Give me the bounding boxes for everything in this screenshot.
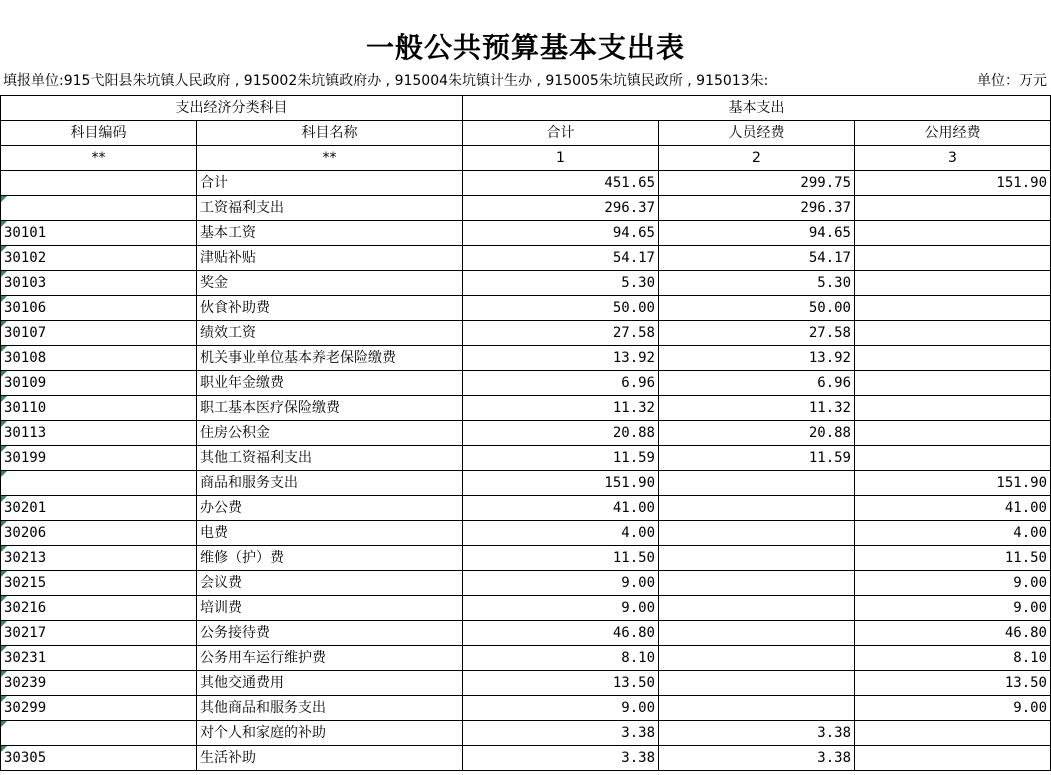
cell-subject-name[interactable]: 其他商品和服务支出 [197,696,463,721]
table-row [1,371,1051,396]
cell-subject-name[interactable]: 职业年金缴费 [197,371,463,396]
cell-total[interactable]: 11.50 [463,546,659,571]
cell-public-expense[interactable]: 151.90 [855,171,1051,196]
cell-public-expense[interactable] [855,246,1051,271]
cell-subject-code[interactable]: 30231 [1,646,197,671]
page-title: 一般公共预算基本支出表 [365,31,685,64]
cell-subject-code[interactable]: 30215 [1,571,197,596]
cell-subject-code[interactable]: 30102 [1,246,197,271]
cell-public-expense[interactable] [855,296,1051,321]
header-code-index[interactable]: ** [1,146,197,171]
cell-subject-name[interactable]: 机关事业单位基本养老保险缴费 [197,346,463,371]
cell-personnel-expense[interactable]: 5.30 [659,271,855,296]
cell-personnel-expense[interactable]: 3.38 [659,721,855,746]
cell-subject-name[interactable]: 公务接待费 [197,621,463,646]
cell-subject-code[interactable]: 30103 [1,271,197,296]
cell-subject-code[interactable]: 30113 [1,421,197,446]
cell-personnel-expense[interactable] [659,496,855,521]
cell-personnel-expense[interactable]: 11.32 [659,396,855,421]
cell-subject-name[interactable]: 其他工资福利支出 [197,446,463,471]
header-subject-name[interactable]: 科目名称 [197,121,463,146]
header-personnel-index[interactable]: 2 [659,146,855,171]
cell-total[interactable]: 13.50 [463,671,659,696]
reporting-unit-label: 填报单位:915弋阳县朱坑镇人民政府 , 915002朱坑镇政府办 , 915004朱坑镇计生办 , 915005朱坑镇民政所 , 915013朱: [3,73,769,89]
table-row [1,546,1051,571]
cell-total[interactable]: 20.88 [463,421,659,446]
cell-personnel-expense[interactable] [659,571,855,596]
cell-subject-code[interactable] [1,196,197,221]
header-total-index[interactable]: 1 [463,146,659,171]
cell-total[interactable]: 3.38 [463,746,659,771]
cell-personnel-expense[interactable] [659,646,855,671]
header-subject-code[interactable]: 科目编码 [1,121,197,146]
cell-public-expense[interactable] [855,271,1051,296]
cell-personnel-expense[interactable]: 296.37 [659,196,855,221]
cell-public-expense[interactable]: 13.50 [855,671,1051,696]
cell-subject-code[interactable]: 30108 [1,346,197,371]
cell-public-expense[interactable] [855,371,1051,396]
table-row [1,496,1051,521]
cell-total[interactable]: 8.10 [463,646,659,671]
cell-public-expense[interactable]: 9.00 [855,596,1051,621]
cell-total[interactable]: 9.00 [463,596,659,621]
cell-personnel-expense[interactable] [659,596,855,621]
cell-total[interactable]: 54.17 [463,246,659,271]
table-row [1,246,1051,271]
cell-subject-name[interactable]: 工资福利支出 [197,196,463,221]
cell-public-expense[interactable] [855,746,1051,771]
cell-subject-name[interactable]: 基本工资 [197,221,463,246]
table-row [1,746,1051,771]
cell-subject-code[interactable]: 30217 [1,621,197,646]
table-row [1,471,1051,496]
cell-personnel-expense[interactable]: 50.00 [659,296,855,321]
cell-subject-name[interactable]: 电费 [197,521,463,546]
cell-public-expense[interactable]: 9.00 [855,571,1051,596]
header-public-expense[interactable]: 公用经费 [855,121,1051,146]
cell-public-expense[interactable] [855,721,1051,746]
cell-subject-code[interactable]: 30110 [1,396,197,421]
cell-subject-name[interactable]: 其他交通费用 [197,671,463,696]
cell-public-expense[interactable] [855,396,1051,421]
header-basic-expenditure[interactable]: 基本支出 [463,96,1051,121]
cell-subject-name[interactable]: 绩效工资 [197,321,463,346]
table-row [1,321,1051,346]
cell-subject-code[interactable] [1,171,197,196]
header-personnel-expense[interactable]: 人员经费 [659,121,855,146]
cell-total[interactable]: 13.92 [463,346,659,371]
cell-total[interactable]: 41.00 [463,496,659,521]
cell-total[interactable]: 151.90 [463,471,659,496]
table-row [1,621,1051,646]
currency-unit-label: 单位：万元 [977,73,1047,89]
cell-subject-name[interactable]: 商品和服务支出 [197,471,463,496]
cell-subject-name[interactable]: 生活补助 [197,746,463,771]
cell-subject-code[interactable]: 30201 [1,496,197,521]
cell-subject-name[interactable]: 对个人和家庭的补助 [197,721,463,746]
cell-public-expense[interactable] [855,446,1051,471]
cell-total[interactable]: 46.80 [463,621,659,646]
cell-public-expense[interactable]: 41.00 [855,496,1051,521]
cell-subject-code[interactable]: 30106 [1,296,197,321]
cell-subject-code[interactable]: 30199 [1,446,197,471]
header-total[interactable]: 合计 [463,121,659,146]
table-row [1,521,1051,546]
cell-subject-code[interactable]: 30109 [1,371,197,396]
table-row [1,421,1051,446]
cell-public-expense[interactable]: 4.00 [855,521,1051,546]
cell-subject-name[interactable]: 会议费 [197,571,463,596]
cell-subject-name[interactable]: 职工基本医疗保险缴费 [197,396,463,421]
table-row [1,696,1051,721]
cell-public-expense[interactable]: 9.00 [855,696,1051,721]
cell-public-expense[interactable] [855,346,1051,371]
cell-personnel-expense[interactable]: 6.96 [659,371,855,396]
cell-public-expense[interactable] [855,321,1051,346]
table-row [1,196,1051,221]
cell-public-expense[interactable]: 151.90 [855,471,1051,496]
cell-personnel-expense[interactable] [659,546,855,571]
cell-personnel-expense[interactable] [659,696,855,721]
cell-personnel-expense[interactable]: 54.17 [659,246,855,271]
cell-subject-name[interactable]: 公务用车运行维护费 [197,646,463,671]
cell-subject-code[interactable]: 30305 [1,746,197,771]
cell-personnel-expense[interactable]: 27.58 [659,321,855,346]
cell-subject-code[interactable]: 30107 [1,321,197,346]
cell-total[interactable]: 11.32 [463,396,659,421]
header-row-groups [1,96,1051,121]
cell-subject-code[interactable]: 30206 [1,521,197,546]
report-info-row [0,70,1051,92]
cell-total[interactable]: 296.37 [463,196,659,221]
cell-personnel-expense[interactable]: 13.92 [659,346,855,371]
header-public-index[interactable]: 3 [855,146,1051,171]
cell-subject-code[interactable]: 30239 [1,671,197,696]
table-row [1,571,1051,596]
cell-total[interactable]: 451.65 [463,171,659,196]
cell-subject-code[interactable]: 30101 [1,221,197,246]
cell-subject-name[interactable]: 住房公积金 [197,421,463,446]
cell-total[interactable]: 5.30 [463,271,659,296]
cell-total[interactable]: 11.59 [463,446,659,471]
cell-subject-name[interactable]: 津贴补贴 [197,246,463,271]
cell-total[interactable]: 9.00 [463,696,659,721]
cell-personnel-expense[interactable]: 3.38 [659,746,855,771]
table-row [1,296,1051,321]
cell-subject-code[interactable]: 30213 [1,546,197,571]
cell-subject-name[interactable]: 办公费 [197,496,463,521]
table-row [1,396,1051,421]
budget-expenditure-table [0,95,1051,771]
table-row [1,346,1051,371]
header-economic-category[interactable]: 支出经济分类科目 [1,96,463,121]
cell-personnel-expense[interactable]: 299.75 [659,171,855,196]
cell-subject-name[interactable]: 奖金 [197,271,463,296]
cell-total[interactable]: 27.58 [463,321,659,346]
cell-personnel-expense[interactable] [659,471,855,496]
cell-subject-code[interactable] [1,471,197,496]
cell-public-expense[interactable]: 46.80 [855,621,1051,646]
cell-subject-name[interactable]: 培训费 [197,596,463,621]
table-row [1,446,1051,471]
header-name-index[interactable]: ** [197,146,463,171]
table-row [1,646,1051,671]
cell-public-expense[interactable]: 11.50 [855,546,1051,571]
cell-personnel-expense[interactable]: 11.59 [659,446,855,471]
header-row-columns [1,121,1051,146]
cell-subject-code[interactable]: 30299 [1,696,197,721]
cell-total[interactable]: 4.00 [463,521,659,546]
table-row [1,596,1051,621]
cell-total[interactable]: 94.65 [463,221,659,246]
cell-subject-name[interactable]: 伙食补助费 [197,296,463,321]
header-row-index [1,146,1051,171]
table-row [1,271,1051,296]
table-row [1,171,1051,196]
cell-personnel-expense[interactable] [659,671,855,696]
cell-total[interactable]: 6.96 [463,371,659,396]
cell-personnel-expense[interactable] [659,621,855,646]
cell-personnel-expense[interactable]: 20.88 [659,421,855,446]
cell-total[interactable]: 9.00 [463,571,659,596]
cell-personnel-expense[interactable] [659,521,855,546]
table-row [1,721,1051,746]
cell-subject-name[interactable]: 合计 [197,171,463,196]
cell-personnel-expense[interactable]: 94.65 [659,221,855,246]
cell-subject-code[interactable]: 30216 [1,596,197,621]
table-row [1,671,1051,696]
cell-public-expense[interactable]: 8.10 [855,646,1051,671]
cell-total[interactable]: 3.38 [463,721,659,746]
cell-public-expense[interactable] [855,421,1051,446]
cell-subject-code[interactable] [1,721,197,746]
cell-subject-name[interactable]: 维修（护）费 [197,546,463,571]
cell-public-expense[interactable] [855,196,1051,221]
table-row [1,221,1051,246]
cell-total[interactable]: 50.00 [463,296,659,321]
cell-public-expense[interactable] [855,221,1051,246]
